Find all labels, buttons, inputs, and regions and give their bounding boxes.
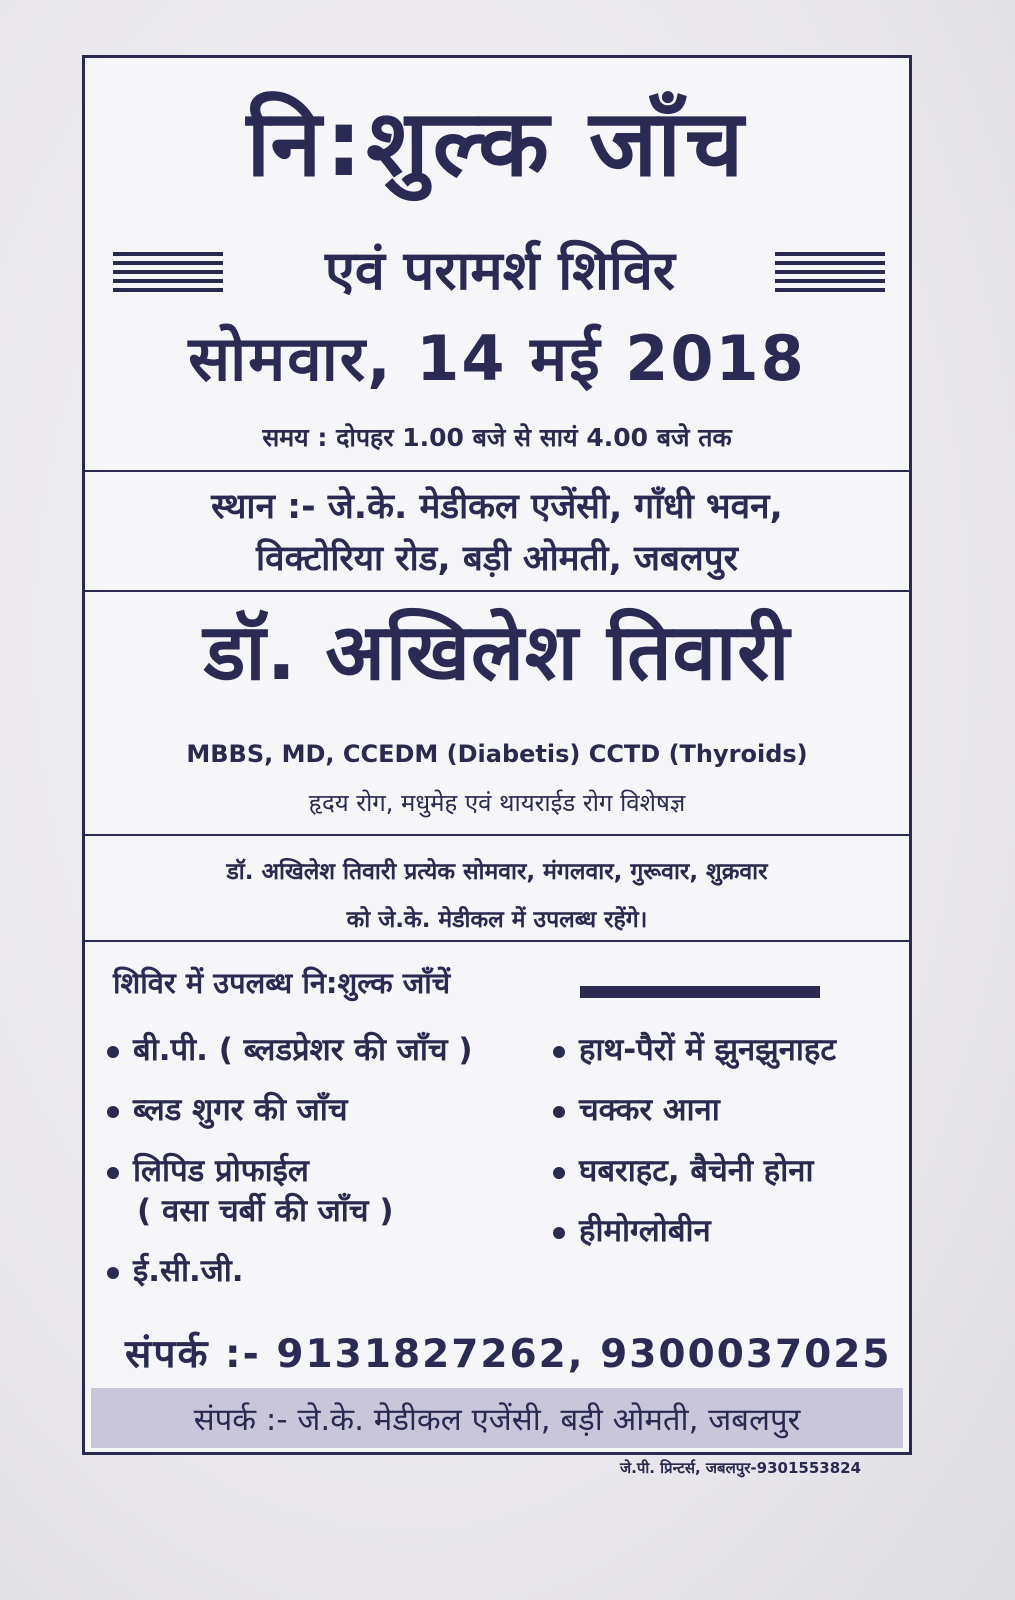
bullet-icon: [107, 1267, 119, 1279]
footer-address: संपर्क :- जे.के. मेडीकल एजेंसी, बड़ी ओमती, जबलपुर: [193, 1402, 801, 1438]
test-label: लिपिड प्रोफाईल: [133, 1152, 309, 1189]
list-item: [553, 1211, 903, 1251]
test-label: ब्लड शुगर की जाँच: [133, 1092, 348, 1129]
hatch-decoration-left: [113, 252, 223, 292]
test-label: चक्कर आना: [579, 1092, 720, 1129]
availability-line-2: को जे.के. मेडीकल में उपलब्ध रहेंगे।: [346, 907, 648, 933]
ad-title: नि:शुल्क जाँच: [246, 90, 748, 197]
subtitle-row: [85, 236, 909, 306]
bullet-icon: [107, 1046, 119, 1058]
advertisement-box: [82, 55, 912, 1455]
hatch-decoration-right: [775, 252, 885, 292]
test-label: हीमोग्लोबीन: [579, 1212, 711, 1249]
event-time: समय : दोपहर 1.00 बजे से सायं 4.00 बजे तक: [262, 423, 732, 452]
divider: [85, 590, 909, 592]
tests-list-right: [553, 1030, 903, 1271]
venue: [85, 481, 909, 585]
bullet-icon: [553, 1046, 565, 1058]
heading-underline-bar: [580, 986, 820, 998]
test-label: घबराहट, बैचेनी होना: [579, 1152, 814, 1189]
test-label: ई.सी.जी.: [133, 1253, 244, 1290]
venue-line-1: स्थान :- जे.के. मेडीकल एजेंसी, गाँधी भवन,: [211, 487, 783, 527]
bullet-icon: [553, 1167, 565, 1179]
availability-note: [85, 848, 909, 944]
doctor-name: डॉ. अखिलेश तिवारी: [203, 608, 791, 698]
bullet-icon: [553, 1227, 565, 1239]
printer-credit: जे.पी. प्रिन्टर्स, जबलपुर-9301553824: [620, 1459, 862, 1477]
list-item: [553, 1151, 903, 1191]
divider: [85, 940, 909, 942]
doctor-qualifications: MBBS, MD, CCEDM (Diabetis) CCTD (Thyroids): [186, 740, 808, 768]
divider: [85, 470, 909, 472]
list-item: [107, 1151, 547, 1232]
test-note: ( वसा चर्बी की जाँच ): [137, 1192, 394, 1229]
list-item: [107, 1030, 547, 1070]
venue-line-2: विक्टोरिया रोड, बड़ी ओमती, जबलपुर: [256, 539, 738, 579]
test-label: बी.पी. ( ब्लडप्रेशर की जाँच ): [133, 1032, 473, 1068]
availability-line-1: डॉ. अखिलेश तिवारी प्रत्येक सोमवार, मंगलवार, गुरूवार, शुक्रवार: [226, 859, 768, 885]
list-item: [107, 1251, 547, 1291]
doctor-specialty: हृदय रोग, मधुमेह एवं थायराईड रोग विशेषज्ञ: [308, 789, 686, 817]
tests-heading: शिविर में उपलब्ध नि:शुल्क जाँचें: [113, 966, 451, 1000]
test-label: हाथ-पैरों में झुनझुनाहट: [579, 1032, 836, 1068]
list-item: [553, 1090, 903, 1130]
divider: [85, 834, 909, 836]
list-item: [107, 1090, 547, 1130]
event-date: सोमवार, 14 मई 2018: [188, 322, 806, 395]
ad-subtitle: एवं परामर्श शिविर: [324, 239, 676, 302]
bullet-icon: [553, 1106, 565, 1118]
list-item: [553, 1030, 903, 1070]
tests-list-left: [107, 1030, 547, 1311]
contact-numbers: संपर्क :- 9131827262, 9300037025: [125, 1332, 892, 1377]
bullet-icon: [107, 1106, 119, 1118]
bullet-icon: [107, 1167, 119, 1179]
